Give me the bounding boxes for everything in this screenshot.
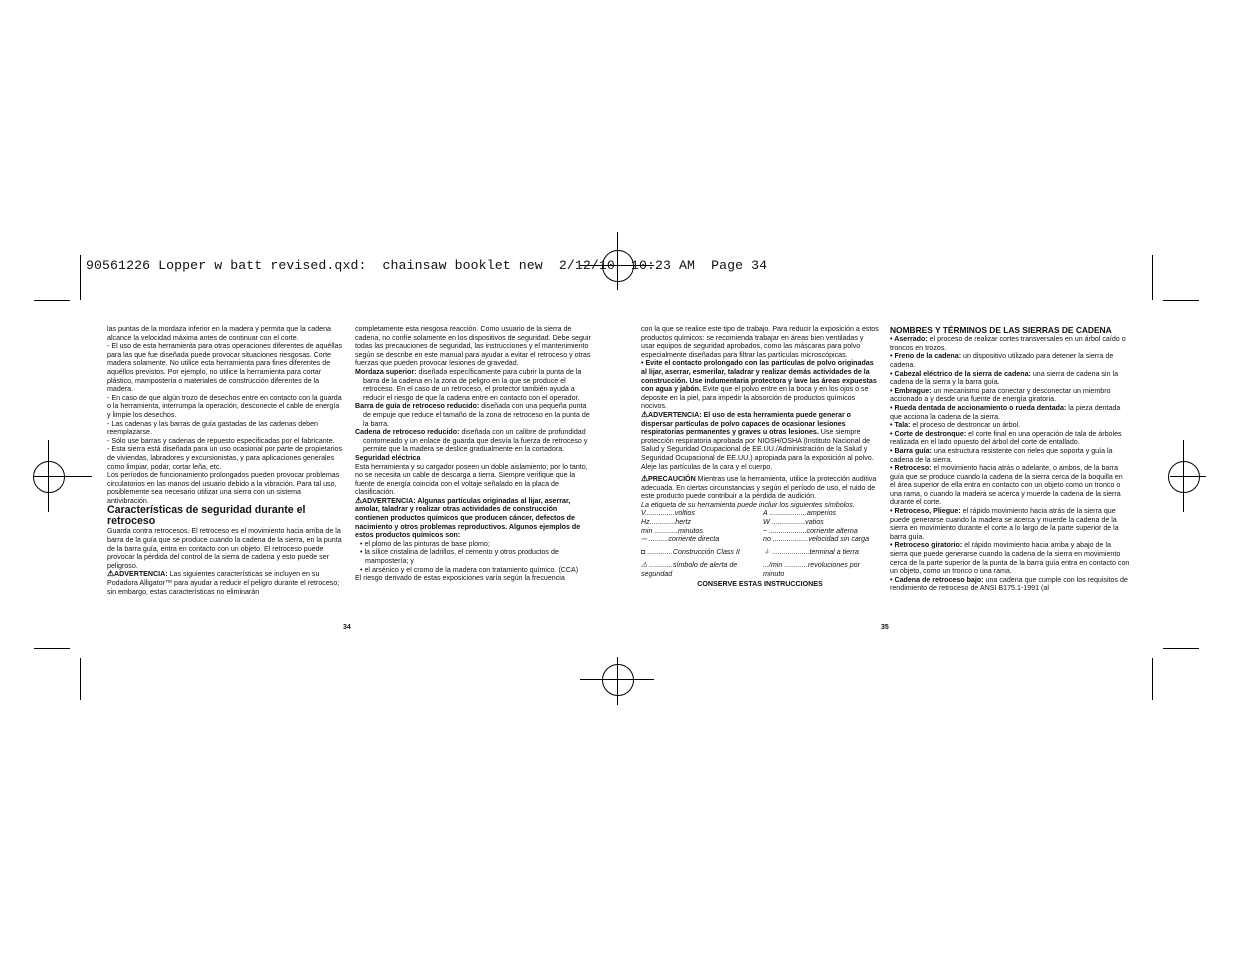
term: • Aserrado:	[890, 335, 928, 344]
warning-text: Las siguientes características se incluyen en su Podadora Alligator™ para ayudar a reducir el peligro durante el retroceso; sin embargo, estas características no eliminarán	[107, 570, 340, 596]
definition-item	[890, 447, 1130, 464]
warning-icon: ⚠	[107, 569, 114, 579]
symbol-cell: .../min ............revoluciones por minuto	[763, 561, 860, 579]
paragraph: Guarda contra retrocesos. El retroceso es el movimiento hacia arriba de la barra de la guía que se produce cuando la cadena de la sierra, en la punta de la barra guía, entra en contacto con un objeto. El retroceso puede provocar la pérdida del control de la sierra de cadena y esto puede ser peligroso.	[107, 527, 342, 570]
paragraph	[641, 359, 879, 411]
warning-icon: ⚠	[641, 409, 648, 419]
symbol-cell: ~ ...................corriente alterna	[763, 526, 858, 535]
paragraph: - El uso de esta herramienta para otras operaciones diferentes de aquéllas para las que fue diseñada puede provocar situaciones riesgosas. Corte madera solamente. No utilice esta herramienta para fines diferentes de aquéllos previstos. Por ejemplo, no utilice la herramienta para cortar plástico, mampostería o materiales de construcción diferentes de la madera.	[107, 342, 343, 394]
paragraph: Los períodos de funcionamiento prolongados pueden provocar problemas circulatorios en las manos del usuario debido a la vibración. Para tal uso, posiblemente sea necesario utilizar una sierra con un sistema antivibración.	[107, 471, 340, 505]
page-number-left: 34	[343, 624, 351, 631]
crop-mark	[80, 658, 81, 700]
text: Evite que el polvo entre en la boca y en los ojos o se deposite en la piel, para impedir la absorción de productos químicos nocivos.	[641, 385, 869, 411]
description: el proceso de realizar cortes transversales en un árbol caído o troncos en trozos.	[890, 335, 1126, 352]
definition	[355, 368, 592, 402]
paragraph: - Sólo use barras y cadenas de repuesto especificadas por el fabricante.	[107, 436, 335, 445]
column-1	[107, 325, 344, 596]
term: • Rueda dentada de accionamiento o rueda dentada:	[890, 403, 1067, 412]
term: Cadena de retroceso reducido:	[355, 428, 460, 437]
description: un mecanismo para conectar y desconectar un miembro accionado a y desde una fuente de energía giratoria.	[890, 386, 1111, 404]
table-row	[641, 544, 879, 557]
bold-text: ADVERTENCIA: El uso de esta herramienta puede generar o dispersar partículas de polvo capaces de ocasionar lesiones respiratorias permanentes y graves u otras lesiones.	[641, 410, 852, 437]
description: la pieza dentada que acciona la cadena de la sierra.	[890, 403, 1121, 421]
definition-item	[890, 430, 1130, 447]
caution-label: PRECAUCIÓN	[648, 475, 696, 484]
warning-paragraph	[107, 570, 344, 596]
warning-paragraph	[355, 497, 592, 540]
description: una estructura resistente con rieles que soporta y guía la cadena de la sierra.	[890, 446, 1113, 464]
description: el movimiento hacia atrás o adelante, o ambos, de la barra guía que se produce cuando la cadena de la sierra cerca de la boquilla en el área superior de ella entra en contacto con un objeto como un tronco o una rama, o cuando la madera se acerca y muerde la cadena de la sierra durante el corte.	[890, 464, 1123, 507]
description: el proceso de destroncar un árbol.	[910, 421, 1021, 430]
crop-mark	[1163, 300, 1199, 301]
crop-mark	[80, 255, 81, 300]
term: • Tala:	[890, 421, 911, 430]
description: una sierra de cadena sin la cadena de la sierra y la barra guía.	[890, 369, 1119, 387]
term: • Freno de la cadena:	[890, 352, 962, 361]
symbol-cell: Hz.............hertz	[641, 518, 692, 527]
symbol-cell: no ..................velocidad sin carga	[763, 535, 870, 544]
column-2	[355, 325, 592, 583]
symbols-table	[641, 509, 879, 578]
definition-item	[890, 352, 1130, 369]
crop-mark	[1152, 255, 1153, 300]
table-row	[641, 535, 879, 544]
warning-label: ADVERTENCIA:	[114, 570, 168, 579]
bullet-item: • la sílice cristalina de ladrillos, el cemento y otros productos de mampostería; y	[360, 548, 559, 566]
bullet-item: • el arsénico y el cromo de la madera con tratamiento químico. (CCA)	[360, 565, 579, 574]
definition-item	[890, 387, 1130, 404]
term: Mordaza superior:	[355, 367, 417, 376]
paragraph: las puntas de la mordaza inferior en la madera y permita que la cadena alcance la velocidad máxima antes de continuar con el corte.	[107, 325, 331, 342]
definition-item	[890, 507, 1130, 541]
paragraph: - Esta sierra está diseñada para un uso ocasional por parte de propietarios de viviendas, labradores y excursionistas, y para aplicaciones generales como limpiar, podar, cortar leña, etc.	[107, 445, 343, 471]
section-heading: Características de seguridad durante el retroceso	[107, 504, 306, 528]
definition-item	[890, 404, 1130, 421]
term: • Barra guía:	[890, 446, 932, 455]
definition	[355, 402, 592, 428]
warning-paragraph	[641, 411, 879, 471]
symbol-cell: ◘ .............Construcción Class II	[641, 547, 740, 556]
paragraph: Esta herramienta y su cargador poseen un doble aislamiento; por lo tanto, no se necesita un cable de descarga a tierra. Siempre verifique que la fuente de energía coincida con el voltaje señalado en la placa de clasificación.	[355, 462, 588, 497]
column-3	[641, 325, 879, 588]
term: • Retroceso:	[890, 464, 932, 473]
footer-note: CONSERVE ESTAS INSTRUCCIONES	[697, 579, 823, 588]
symbol-cell: V...............voltios	[641, 509, 695, 518]
symbol-cell: ⏚ ...................terminal a tierra	[763, 547, 859, 556]
warning-text: ADVERTENCIA: Algunas partículas originadas al lijar, aserrar, amolar, taladrar y realizar otras actividades de construcción contienen productos químicos que producen cáncer, defectos de nacimiento y otros problemas reproductivos. Algunos ejemplos de estos productos químicos son:	[355, 496, 581, 540]
description: el corte final en una operación de tala de árboles realizada en el lado opuesto del árbol del corte de entallado.	[890, 429, 1122, 447]
term: • Corte de destronque:	[890, 429, 967, 438]
definition-item	[890, 576, 1130, 593]
symbols-intro: La etiqueta de su herramienta puede incluir los siguientes símbolos.	[641, 500, 855, 509]
paragraph: completamente esta riesgosa reacción. Como usuario de la sierra de cadena, no confíe solamente en los dispositivos de seguridad. Debe seguir todas las precauciones de seguridad, las instrucciones y el mantenimiento según se describe en este manual para ayudar a evitar el retroceso y otras fuerzas que pueden provocar lesiones de gravedad.	[355, 325, 591, 368]
term: • Retroceso, Pliegue:	[890, 507, 961, 516]
column-4	[890, 326, 1130, 593]
bold-text: • Evite el contacto prolongado con las partículas de polvo originadas al lijar, aserrar, esmerilar, taladrar y realizar demás actividades de la construcción. Use indumentaria protectora y lave las áreas expuestas con agua y jabón.	[641, 359, 877, 394]
symbol-cell: ⚠ ............símbolo de alerta de seguridad	[641, 561, 738, 579]
table-row	[641, 527, 879, 536]
symbol-cell: min ............minutos	[641, 526, 703, 535]
description: diseñada con una pequeña punta de empuje que reduce el tamaño de la zona de retroceso en la punta de la barra.	[363, 402, 590, 428]
crop-mark	[1152, 658, 1153, 700]
text: Mientras use la herramienta, utilice la protección auditiva adecuada. En ciertas circunstancias y según el período de uso, el ruido de este producto puede contribuir a la pérdida de audición.	[641, 475, 877, 501]
description: diseñada específicamente para cubrir la punta de la barra de la cadena en la zona de peligro en la que se produce el retroceso. En el caso de un retroceso, el protector también ayuda a reducir el riesgo de que la cadena entre en contacto con el operador.	[363, 367, 582, 402]
subheading: Seguridad eléctrica	[355, 453, 421, 462]
description: una cadena que cumple con los requisitos de rendimiento de retroceso de ANSI B175.1-1991 (al	[890, 575, 1128, 593]
term: Barra de guía de retroceso reducido:	[355, 402, 480, 411]
crop-mark	[34, 648, 70, 649]
bullet-item: • el plomo de las pinturas de base plomo;	[360, 539, 490, 548]
description: el rápido movimiento hacia atrás de la sierra que puede generarse cuando la madera se acerca y muerde la cadena de la sierra en movimiento durante el corte a lo largo de la parte superior de la barra guía.	[890, 507, 1119, 541]
warning-icon: ⚠	[355, 495, 362, 505]
paragraph: - Las cadenas y las barras de guía gastadas de las cadenas deben reemplazarse.	[107, 419, 318, 437]
paragraph: - En caso de que algún trozo de desechos entre en contacto con la guarda o la herramienta, interrumpa la operación, desconecte el cable de energía y limpie los desechos.	[107, 393, 342, 419]
definition-item	[890, 464, 1130, 507]
crop-mark	[1163, 648, 1199, 649]
definition-item	[890, 370, 1130, 387]
table-row	[641, 518, 879, 527]
definition-item	[890, 541, 1130, 575]
term: • Cadena de retroceso bajo:	[890, 575, 984, 584]
section-heading: NOMBRES Y TÉRMINOS DE LAS SIERRAS DE CADENA	[890, 325, 1112, 335]
file-slug-header: 90561226 Lopper w batt revised.qxd: chainsaw booklet new 2/12/10 10:23 AM Page 34	[86, 258, 768, 273]
warning-icon: ⚠	[641, 474, 648, 484]
description: el rápido movimiento hacia arriba y abajo de la sierra que puede generarse cuando la cadena de la sierra en movimiento cerca de la parte superior de la punta de la barra guía entra en contacto con un objeto, como un tronco o una rama.	[890, 541, 1130, 576]
term: • Cabezal eléctrico de la sierra de cadena:	[890, 369, 1031, 378]
definition-item	[890, 335, 1130, 352]
symbol-cell: A ...................amperios	[763, 509, 837, 518]
crop-mark	[34, 300, 70, 301]
caution-paragraph	[641, 475, 879, 501]
definition-item	[890, 421, 1130, 430]
paragraph: El riesgo derivado de estas exposiciones varía según la frecuencia	[355, 574, 565, 583]
definition	[355, 428, 592, 454]
table-row	[641, 509, 879, 518]
page-number-right: 35	[881, 624, 889, 631]
term: • Retroceso giratorio:	[890, 541, 963, 550]
table-row	[641, 556, 879, 578]
symbol-cell: W .................vatios	[763, 518, 824, 527]
description: un dispositivo utilizado para detener la sierra de cadena.	[890, 352, 1114, 369]
text: Use siempre protección respiratoria aprobada por NIOSH/OSHA (Instituto Nacional de Salud y Seguridad Ocupacional de EE.UU./Administración de la Salud y Seguridad Ocupacional de EE.UU.) apropiada para la exposición al polvo. Aleje las partículas de la cara y el cuerpo.	[641, 428, 874, 471]
symbol-cell: ⎓ ..........corriente directa	[641, 535, 720, 544]
paragraph: con la que se realice este tipo de trabajo. Para reducir la exposición a estos productos químicos: se recomienda trabajar en áreas bien ventiladas y usar equipos de seguridad aprobados, como las máscaras para polvo especialmente diseñadas para filtrar las partículas microscópicas.	[641, 325, 879, 359]
term: • Embrague:	[890, 386, 932, 395]
description: diseñada con un calibre de profundidad contorneado y un enlace de guarda que desvía la fuerza de retroceso y permite que la madera se deslice gradualmente en la cortadora.	[363, 428, 588, 454]
